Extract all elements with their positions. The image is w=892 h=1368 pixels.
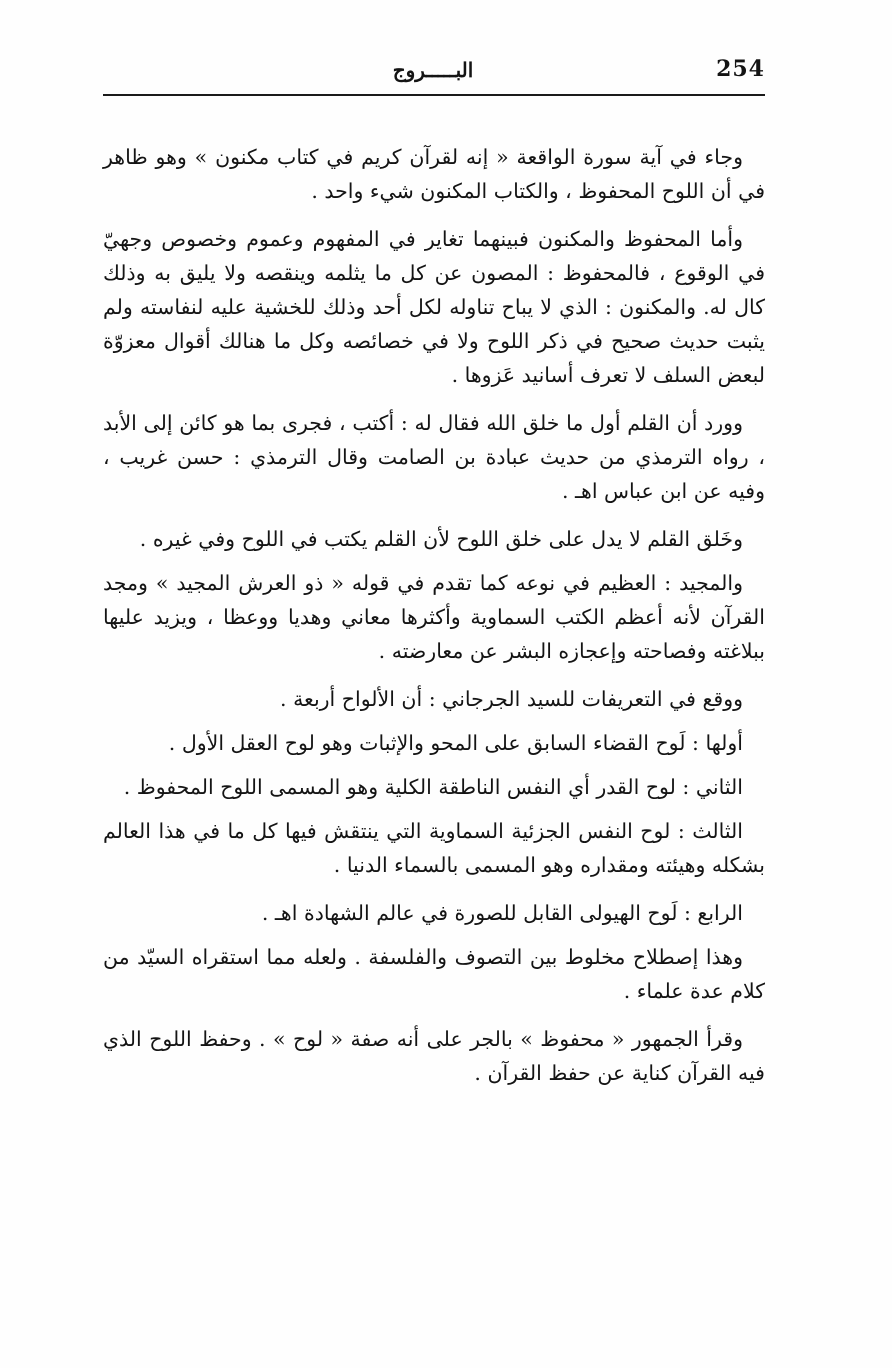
paragraph: الثالث : لوح النفس الجزئية السماوية التي ينتقش فيها كل ما في هذا العالم بشكله وهيئته ومقداره وهو المسمى بالسماء الدنيا . [103, 819, 765, 877]
running-title: البـــــروج [392, 58, 474, 82]
paragraph: وأما المحفوظ والمكنون فبينهما تغاير في المفهوم وعموم وخصوص وجهيّ في الوقوع ، فالمحفوظ : المصون عن كل ما يثلمه وينقصه ولا يليق به وذلك كال له. والمكنون : الذي لا يباح تناوله لكل أحد وذلك للخشية عليه لنفاسته ولم يثبت حديث صحيح في ذكر اللوح ولا في خصائصه وكل ما هنالك أقوال معزوّة لبعض السلف لا تعرف أسانيد عَزوها . [103, 227, 765, 387]
paragraph: وجاء في آية سورة الواقعة « إنه لقرآن كريم في كتاب مكنون » وهو ظاهر في أن اللوح المحفوظ ، والكتاب المكنون شيء واحد . [103, 145, 765, 203]
paragraph: ووقع في التعريفات للسيد الجرجاني : أن الألواح أربعة . [280, 687, 743, 711]
paragraph: وقرأ الجمهور « محفوظ » بالجر على أنه صفة « لوح » . وحفظ اللوح الذي فيه القرآن كناية عن حفظ القرآن . [103, 1027, 765, 1085]
paragraph: وورد أن القلم أول ما خلق الله فقال له : أكتب ، فجرى بما هو كائن إلى الأبد ، رواه الترمذي من حديث عبادة بن الصامت وقال الترمذي : حسن غريب ، وفيه عن ابن عباس اهـ . [103, 411, 765, 503]
paragraph: وهذا إصطلاح مخلوط بين التصوف والفلسفة . ولعله مما استقراه السيّد من كلام عدة علماء . [103, 945, 765, 1003]
paragraph: الثاني : لوح القدر أي النفس الناطقة الكلية وهو المسمى اللوح المحفوظ . [123, 775, 743, 799]
paragraph: والمجيد : العظيم في نوعه كما تقدم في قوله « ذو العرش المجيد » ومجد القرآن لأنه أعظم الكتب السماوية وأكثرها معاني وهديا ووعظا ، ويزيد عليها ببلاغته وفصاحته وإعجازه البشر عن معارضته . [103, 571, 765, 663]
page-body [103, 140, 765, 1104]
page-header [103, 52, 765, 96]
paragraph: وخَلق القلم لا يدل على خلق اللوح لأن القلم يكتب في اللوح وفي غيره . [139, 527, 743, 551]
header-rule [103, 94, 765, 96]
paragraph: أولها : لَوح القضاء السابق على المحو والإثبات وهو لوح العقل الأول . [168, 731, 743, 755]
page-number: 254 [716, 56, 765, 82]
paragraph: الرابع : لَوح الهيولى القابل للصورة في عالم الشهادة اهـ . [261, 901, 743, 925]
